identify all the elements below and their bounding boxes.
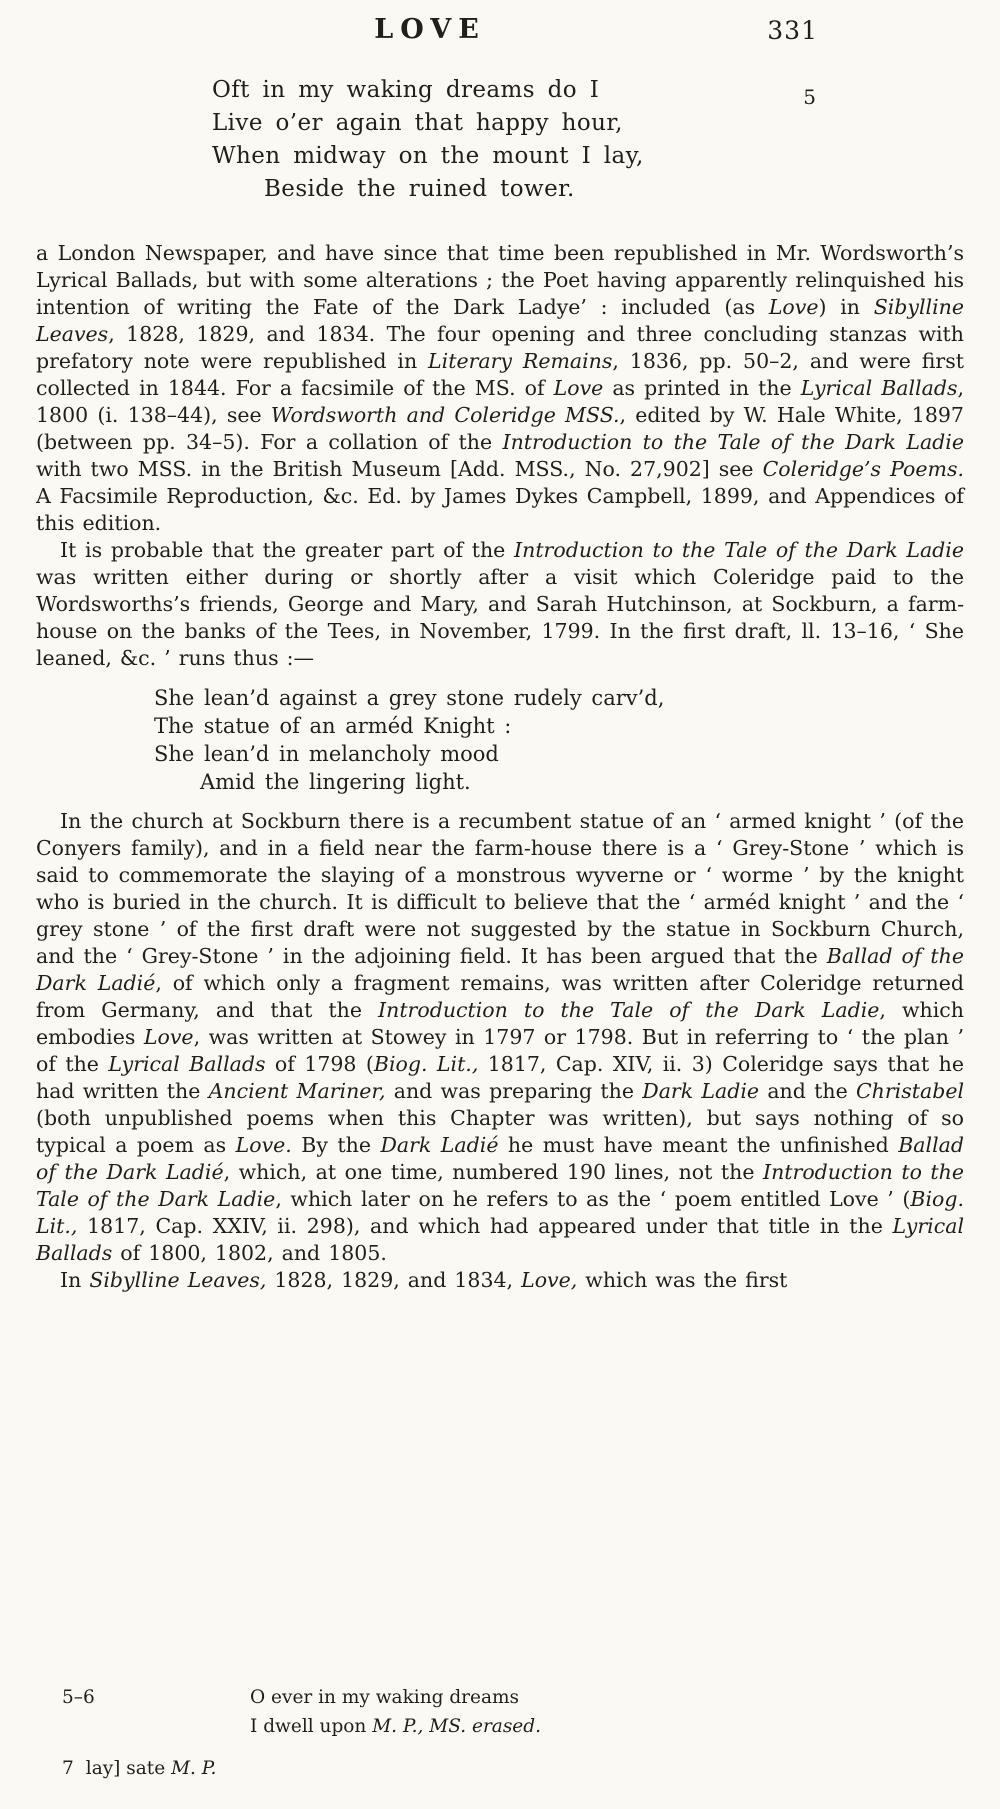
text: I dwell upon bbox=[250, 1716, 373, 1737]
poem-lines bbox=[154, 684, 964, 796]
footnote-ref: 7 bbox=[62, 1758, 74, 1779]
italic-text: Introduction to the Tale of the Dark Ladie bbox=[502, 430, 964, 454]
text: lay] sate bbox=[85, 1758, 172, 1779]
text: ) in bbox=[818, 295, 874, 319]
italic-text: Lyrical Ballads bbox=[800, 376, 958, 400]
text: O ever in my waking dreams bbox=[250, 1687, 520, 1708]
text: , 1836, pp. 50–2, and were first collected in 1844. For a facsimile of the MS. of bbox=[36, 349, 964, 400]
italic-text: M. P., MS. erased. bbox=[372, 1716, 541, 1737]
footnote-ref: 5–6 bbox=[62, 1687, 95, 1708]
text: In the church at Sockburn there is a recumbent statue of an ‘ armed knight ’ (of the Conyers family), and in a field near the farm-house there is a ‘ Grey-Stone ’ which is said to commemorate the slaying of a monstrous wyverne or ‘ worme ’ by the knight who is buried in the church. It is difficult to believe that the ‘ arméd knight ’ and the ‘ grey stone ’ of the first draft were not suggested by the statue in Sockburn Church, and the ‘ Grey-Stone ’ in the adjoining field. It has been argued that the bbox=[36, 809, 964, 968]
italic-text: Dark Ladié bbox=[380, 1133, 499, 1157]
italic-text: Biog. Lit., bbox=[36, 1187, 965, 1238]
italic-text: Literary Remains bbox=[428, 349, 613, 373]
running-title: LOVE bbox=[374, 14, 486, 45]
paragraph bbox=[36, 537, 964, 672]
italic-text: Ballad of the Dark Ladié bbox=[36, 1133, 964, 1184]
text: as printed in the bbox=[603, 376, 801, 400]
italic-text: Introduction to the Tale of the Dark Ladie bbox=[36, 1160, 965, 1211]
italic-text: Coleridge’s Poems. bbox=[762, 457, 964, 481]
italic-text: Ballad of the Dark Ladié bbox=[36, 944, 964, 995]
italic-text: Ancient Mariner, bbox=[208, 1079, 386, 1103]
italic-text: Love bbox=[553, 376, 604, 400]
footnote-body bbox=[250, 1683, 541, 1741]
footnote-line bbox=[86, 1754, 217, 1783]
footnote-line bbox=[250, 1683, 541, 1712]
text: , which later on he refers to as the ‘ poem entitled Love ’ ( bbox=[275, 1187, 911, 1211]
italic-text: Sibylline Leaves, bbox=[89, 1268, 267, 1292]
text: of 1800, 1802, and 1805. bbox=[112, 1241, 387, 1265]
text: , was written at Stowey in 1797 or 1798. But in referring to ‘ the plan ’ of the bbox=[36, 1025, 965, 1076]
text: , which, at one time, numbered 190 lines, not the bbox=[223, 1160, 763, 1184]
text: By the bbox=[291, 1133, 381, 1157]
text: In bbox=[60, 1268, 90, 1292]
text: a London Newspaper, and have since that time been republished in Mr. Wordsworth’s Lyrical Ballads, but with some alterations ; the Poet having apparently relinquished his intention of writing the Fate of the Dark Ladye’ : included (as bbox=[36, 241, 964, 319]
text: and was preparing the bbox=[385, 1079, 643, 1103]
italic-text: Introduction to the Tale of the Dark Ladie bbox=[514, 538, 964, 562]
poem-line: Beside the ruined tower. bbox=[264, 176, 575, 202]
italic-text: Lyrical Ballads bbox=[36, 1214, 964, 1265]
page-number: 331 bbox=[767, 16, 818, 45]
poem-lines bbox=[212, 74, 964, 206]
text: of 1798 ( bbox=[265, 1052, 374, 1076]
text: 1828, 1829, and 1834, bbox=[266, 1268, 522, 1292]
italic-text: Introduction to the Tale of the Dark Ladie bbox=[378, 998, 880, 1022]
text: and the bbox=[759, 1079, 856, 1103]
text: , which embodies bbox=[36, 998, 964, 1049]
italic-text: Christabel bbox=[855, 1079, 965, 1103]
text: It is probable that the greater part of the bbox=[60, 538, 515, 562]
footnotes bbox=[62, 1683, 964, 1783]
italic-text: M. P. bbox=[171, 1758, 217, 1779]
italic-text: Wordsworth and Coleridge MSS. bbox=[270, 403, 620, 427]
footnote-line bbox=[250, 1712, 541, 1741]
text: he must have meant the unfinished bbox=[498, 1133, 899, 1157]
text: 1817, Cap. XXIV, ii. 298), and which had appeared under that title in the bbox=[77, 1214, 893, 1238]
poem-line: She lean’d in melancholy mood bbox=[154, 742, 499, 766]
poem-line: When midway on the mount I lay, bbox=[212, 143, 644, 169]
text: with two MSS. in the British Museum [Add. MSS., No. 27,902] see bbox=[36, 457, 763, 481]
editorial-note bbox=[36, 240, 964, 672]
text: A Facsimile Reproduction, &c. Ed. by James Dykes Campbell, 1899, and Appendices of this edition. bbox=[36, 484, 964, 535]
italic-text: Love bbox=[768, 295, 819, 319]
italic-text: Biog. Lit., bbox=[373, 1052, 479, 1076]
editorial-note-continued bbox=[36, 808, 964, 1294]
poem-line: Oft in my waking dreams do I bbox=[212, 77, 600, 103]
text: , 1828, 1829, and 1834. The four opening and three concluding stanzas with prefatory note were republished in bbox=[36, 322, 964, 373]
poem-line: The statue of an arméd Knight : bbox=[154, 714, 512, 738]
text: , of which only a fragment remains, was written after Coleridge returned from Germany, and that the bbox=[36, 971, 964, 1022]
poem-line: Live o’er again that happy hour, bbox=[212, 110, 623, 136]
poem-line: Amid the lingering light. bbox=[200, 770, 471, 794]
poem-excerpt bbox=[212, 74, 964, 206]
italic-text: Love, bbox=[521, 1268, 578, 1292]
verse-line-number: 5 bbox=[803, 85, 816, 109]
paragraph bbox=[36, 1267, 964, 1294]
poem-line: She lean’d against a grey stone rudely carv’d, bbox=[154, 686, 665, 710]
footnote bbox=[62, 1754, 964, 1783]
paragraph bbox=[36, 808, 964, 1267]
italic-text: Sibylline Leaves bbox=[36, 295, 964, 346]
draft-verse-quote bbox=[154, 684, 964, 796]
text: 1817, Cap. XIV, ii. 3) Coleridge says that he had written the bbox=[36, 1052, 964, 1103]
text: (both unpublished poems when this Chapter was written), but says nothing of so typical a poem as bbox=[36, 1106, 964, 1157]
italic-text: Love bbox=[143, 1025, 194, 1049]
text: which was the first bbox=[577, 1268, 788, 1292]
italic-text: Dark Ladie bbox=[642, 1079, 760, 1103]
text: , 1800 (i. 138–44), see bbox=[36, 376, 964, 427]
text: , edited by W. Hale White, 1897 (between pp. 34–5). For a collation of the bbox=[36, 403, 964, 454]
page-header bbox=[36, 16, 964, 62]
paragraph bbox=[36, 240, 964, 537]
italic-text: Love. bbox=[235, 1133, 292, 1157]
footnote bbox=[62, 1683, 964, 1741]
italic-text: Lyrical Ballads bbox=[108, 1052, 266, 1076]
text: was written either during or shortly after a visit which Coleridge paid to the Wordsworths’s friends, George and Mary, and Sarah Hutchinson, at Sockburn, a farm-house on the banks of the Tees, in November, 1799. In the first draft, ll. 13–16, ‘ She leaned, &c. ’ runs thus :— bbox=[36, 565, 964, 670]
